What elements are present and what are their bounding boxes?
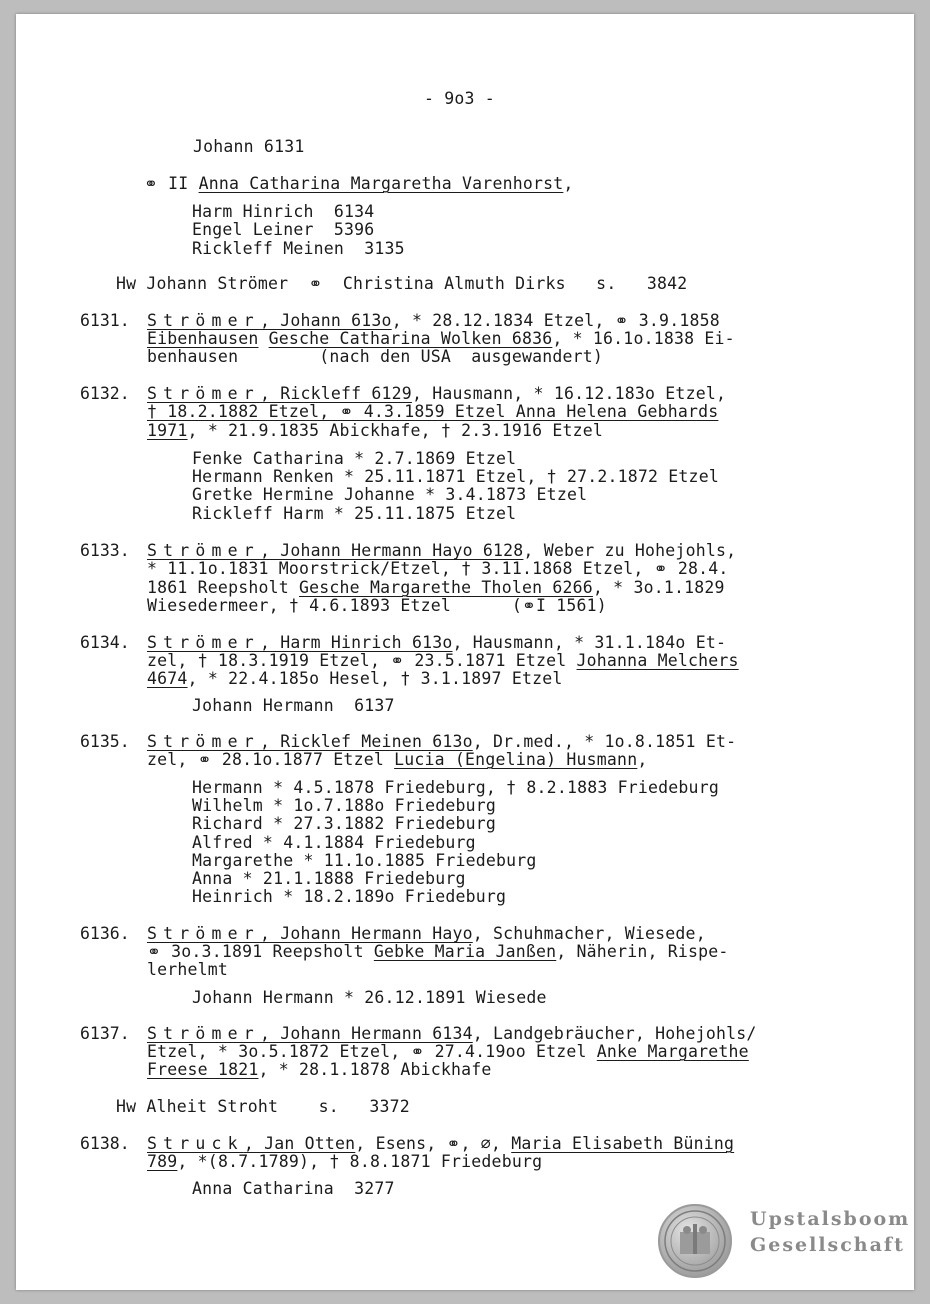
given-name: , Ricklef Meinen 613o bbox=[259, 732, 473, 751]
spouse-name: Gesche Catharina Wolken 6836 bbox=[268, 329, 553, 348]
spouse-name: Anke Margarethe bbox=[596, 1042, 749, 1061]
hw-line: Hw Johann Strömer ⚭ Christina Almuth Dirks s. 3842 bbox=[116, 274, 688, 293]
surname: Struck bbox=[147, 1134, 244, 1153]
entry-number: 6137. bbox=[80, 1024, 130, 1043]
entry-line bbox=[147, 925, 706, 943]
place: Eibenhausen bbox=[147, 329, 259, 348]
surname: Strömer bbox=[147, 541, 260, 560]
given-name: , Johann 613o bbox=[259, 311, 392, 330]
punct: , bbox=[563, 174, 574, 193]
marriage-line bbox=[144, 175, 574, 193]
child-line: Anna Catharina 3277 bbox=[192, 1179, 395, 1198]
child-line: Johann Hermann 6137 bbox=[192, 696, 395, 715]
reference-number: 4674 bbox=[147, 669, 188, 688]
entry-line bbox=[147, 1025, 757, 1043]
spouse-name: Anna Catharina Margaretha Varenhorst bbox=[198, 174, 564, 193]
entry-number: 6132. bbox=[80, 384, 130, 403]
given-name: , Johann Hermann Hayo 6128 bbox=[259, 541, 524, 560]
logo-line-1: Upstalsboom bbox=[750, 1208, 911, 1230]
entry-text: , * 22.4.185o Hesel, † 3.1.1897 Etzel bbox=[187, 669, 563, 688]
entry-text: , * 3o.1.1829 bbox=[592, 578, 725, 597]
upstalsboom-logo bbox=[658, 1202, 911, 1284]
child-line: Fenke Catharina * 2.7.1869 Etzel bbox=[192, 449, 517, 468]
entry-text: , Landgebräucher, Hohejohls/ bbox=[472, 1024, 757, 1043]
entry-text: 1861 Reepsholt bbox=[147, 578, 300, 597]
entry-line bbox=[147, 312, 720, 330]
entry-line bbox=[147, 634, 726, 652]
marriage-symbol: ⚭ II bbox=[144, 174, 199, 193]
child-line: Alfred * 4.1.1884 Friedeburg bbox=[192, 833, 476, 852]
entry-number: 6138. bbox=[80, 1134, 130, 1153]
spouse-name: Gesche Margarethe Tholen 6266 bbox=[299, 578, 593, 597]
spouse-name: Gebke Maria Janßen bbox=[373, 942, 557, 961]
child-line: Hermann Renken * 25.11.1871 Etzel, † 27.2.1872 Etzel bbox=[192, 467, 719, 486]
entry-text: , Schuhmacher, Wiesede, bbox=[472, 924, 706, 943]
entry-number: 6136. bbox=[80, 924, 130, 943]
entry-line bbox=[147, 751, 647, 769]
entry-text: , *(8.7.1789), † 8.8.1871 Friedeburg bbox=[177, 1152, 543, 1171]
entry-number: 6133. bbox=[80, 541, 130, 560]
given-name: , Rickleff 6129 bbox=[259, 384, 412, 403]
surname: Strömer bbox=[147, 732, 260, 751]
child-line: Margarethe * 11.1o.1885 Friedeburg bbox=[192, 851, 537, 870]
entry-number: 6135. bbox=[80, 732, 130, 751]
spouse-name: Johanna Melchers bbox=[576, 651, 739, 670]
entry-text: , Dr.med., * 1o.8.1851 Et- bbox=[472, 732, 737, 751]
child-line: Richard * 27.3.1882 Friedeburg bbox=[192, 814, 497, 833]
spouse-name: Freese 1821 bbox=[147, 1060, 259, 1079]
entry-line bbox=[147, 1061, 492, 1079]
surname: Strömer bbox=[147, 924, 260, 943]
logo-line-2: Gesellschaft bbox=[750, 1234, 905, 1256]
reference-number: 1971 bbox=[147, 421, 188, 440]
entry-text: , Esens, ⚭, ⌀, bbox=[355, 1134, 512, 1153]
entry-line bbox=[147, 1153, 542, 1171]
child-line: Hermann * 4.5.1878 Friedeburg, † 8.2.1883 Friedeburg bbox=[192, 778, 719, 797]
given-name: , Johann Hermann 6134 bbox=[259, 1024, 473, 1043]
entry-line bbox=[147, 670, 563, 688]
surname: Strömer bbox=[147, 311, 260, 330]
child-line: Harm Hinrich 6134 bbox=[192, 202, 375, 221]
surname: Strömer bbox=[147, 633, 260, 652]
entry-text: zel, † 18.3.1919 Etzel, ⚭ 23.5.1871 Etzel bbox=[147, 651, 577, 670]
entry-number: 6131. bbox=[80, 311, 130, 330]
entry-line bbox=[147, 1043, 749, 1061]
child-line: Johann Hermann * 26.12.1891 Wiesede bbox=[192, 988, 547, 1007]
parent-reference: Johann 6131 bbox=[193, 137, 305, 156]
spouse-name: Maria Elisabeth Büning bbox=[511, 1134, 735, 1153]
seal-icon bbox=[658, 1204, 732, 1278]
entry-text: Etzel, * 3o.5.1872 Etzel, ⚭ 27.4.19oo Etzel bbox=[147, 1042, 597, 1061]
given-name: , Johann Hermann Hayo bbox=[259, 924, 473, 943]
entry-line bbox=[147, 943, 729, 961]
page-number: - 9o3 - bbox=[424, 89, 495, 108]
entry-line: Wiesedermeer, † 4.6.1893 Etzel (⚭I 1561) bbox=[147, 596, 607, 615]
document-page bbox=[16, 14, 914, 1290]
entry-line: * 11.1o.1831 Moorstrick/Etzel, † 3.11.1868 Etzel, ⚭ 28.4. bbox=[147, 559, 729, 578]
hw-line: Hw Alheit Stroht s. 3372 bbox=[116, 1097, 410, 1116]
entry-line bbox=[147, 652, 739, 670]
entry-line bbox=[147, 385, 726, 403]
spouse-name: Lucia (Engelina) Husmann bbox=[394, 750, 638, 769]
entry-text: zel, ⚭ 28.1o.1877 Etzel bbox=[147, 750, 395, 769]
child-line: Anna * 21.1.1888 Friedeburg bbox=[192, 869, 466, 888]
surname: Strömer bbox=[147, 1024, 260, 1043]
entry-number: 6134. bbox=[80, 633, 130, 652]
entry-text: , * 21.9.1835 Abickhafe, † 2.3.1916 Etzel bbox=[187, 421, 604, 440]
child-line: Heinrich * 18.2.189o Friedeburg bbox=[192, 887, 507, 906]
reference-number: 789 bbox=[147, 1152, 178, 1171]
entry-text: , * 16.1o.1838 Ei- bbox=[552, 329, 735, 348]
entry-line: benhausen (nach den USA ausgewandert) bbox=[147, 347, 604, 366]
child-line: Rickleff Meinen 3135 bbox=[192, 239, 405, 258]
entry-line bbox=[147, 542, 736, 560]
punct: , bbox=[637, 750, 648, 769]
entry-text: , * 28.1.1878 Abickhafe bbox=[258, 1060, 492, 1079]
entry-line: † 18.2.1882 Etzel, ⚭ 4.3.1859 Etzel Anna Helena Gebhards bbox=[147, 402, 719, 421]
entry-text: , Hausmann, * 16.12.183o Etzel, bbox=[411, 384, 727, 403]
entry-text: , Hausmann, * 31.1.184o Et- bbox=[452, 633, 727, 652]
entry-text: , Näherin, Rispe- bbox=[556, 942, 729, 961]
child-line: Gretke Hermine Johanne * 3.4.1873 Etzel bbox=[192, 485, 588, 504]
entry-line bbox=[147, 330, 735, 348]
child-line: Engel Leiner 5396 bbox=[192, 220, 375, 239]
entry-line bbox=[147, 579, 725, 597]
entry-line bbox=[147, 1135, 734, 1153]
given-name: , Harm Hinrich 613o bbox=[259, 633, 453, 652]
entry-line: lerhelmt bbox=[147, 960, 229, 979]
child-line: Wilhelm * 1o.7.188o Friedeburg bbox=[192, 796, 497, 815]
surname: Strömer bbox=[147, 384, 260, 403]
entry-text: ⚭ 3o.3.1891 Reepsholt bbox=[147, 942, 374, 961]
given-name: , Jan Otten bbox=[243, 1134, 356, 1153]
child-line: Rickleff Harm * 25.11.1875 Etzel bbox=[192, 504, 517, 523]
entry-text: , * 28.12.1834 Etzel, ⚭ 3.9.1858 bbox=[391, 311, 720, 330]
entry-line bbox=[147, 422, 603, 440]
entry-text: , Weber zu Hohejohls, bbox=[523, 541, 737, 560]
space bbox=[258, 329, 268, 348]
entry-line bbox=[147, 733, 736, 751]
